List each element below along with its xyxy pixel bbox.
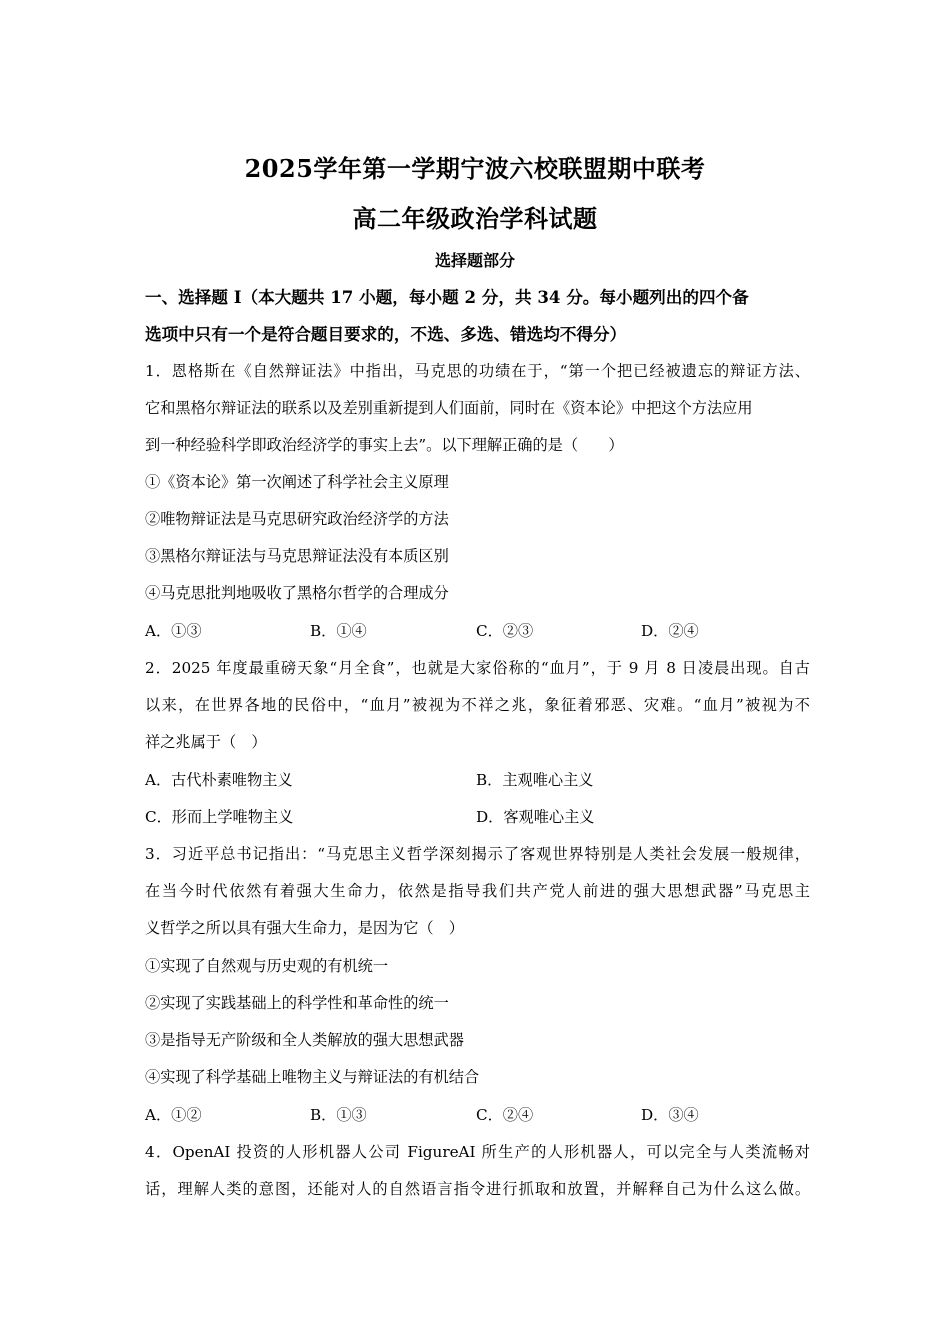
exam-title: 2025学年第一学期宁波六校联盟期中联考 xyxy=(244,154,706,183)
q1-stem-line3: 到一种经验科学即政治经济学的事实上去”。以下理解正确的是（ ） xyxy=(145,436,624,454)
part-title: 选择题部分 xyxy=(434,251,515,270)
q1-option-d: D．②④ xyxy=(641,622,699,640)
q3-statement-3: ③是指导无产阶级和全人类解放的强大思想武器 xyxy=(145,1031,464,1049)
section-instruction-line2: 选项中只有一个是符合题目要求的，不选、多选、错选均不得分） xyxy=(145,324,627,344)
q4-stem-line1: 4．OpenAI 投资的人形机器人公司 FigureAI 所生产的人形机器人，可以完全与人类流畅对 xyxy=(145,1143,810,1161)
q1-option-b: B．①④ xyxy=(310,622,367,640)
q1-statement-3: ③黑格尔辩证法与马克思辩证法没有本质区别 xyxy=(145,547,449,565)
q2-option-c: C．形而上学唯物主义 xyxy=(145,808,294,826)
q4-stem-line2: 话，理解人类的意图，还能对人的自然语言指令进行抓取和放置，并解释自己为什么这么做。 xyxy=(145,1180,810,1198)
q1-option-c: C．②③ xyxy=(476,622,534,640)
q1-statement-2: ②唯物辩证法是马克思研究政治经济学的方法 xyxy=(145,510,449,528)
q1-statement-4: ④马克思批判地吸收了黑格尔哲学的合理成分 xyxy=(145,584,449,602)
q2-stem-line1: 2．2025 年度最重磅天象“月全食”，也就是大家俗称的“血月”，于 9 月 8 日凌晨出现。自古 xyxy=(145,659,810,677)
section-instruction-line1: 一、选择题 I（本大题共 17 小题，每小题 2 分，共 34 分。每小题列出的四个备 xyxy=(145,287,749,307)
q3-option-a: A．①② xyxy=(145,1106,202,1124)
q3-statement-2: ②实现了实践基础上的科学性和革命性的统一 xyxy=(145,994,449,1012)
q3-statement-4: ④实现了科学基础上唯物主义与辩证法的有机结合 xyxy=(145,1068,480,1086)
exam-subject-title: 高二年级政治学科试题 xyxy=(352,204,598,233)
q1-stem-line1: 1．恩格斯在《自然辩证法》中指出，马克思的功绩在于，“第一个把已经被遗忘的辩证方法、 xyxy=(145,362,810,380)
q2-option-a: A．古代朴素唯物主义 xyxy=(145,771,293,789)
q3-statement-1: ①实现了自然观与历史观的有机统一 xyxy=(145,957,388,975)
q3-option-d: D．③④ xyxy=(641,1106,699,1124)
q2-option-d: D．客观唯心主义 xyxy=(476,808,595,826)
q1-stem-line2: 它和黑格尔辩证法的联系以及差别重新提到人们面前，同时在《资本论》中把这个方法应用 xyxy=(145,399,753,417)
q2-stem-line2: 以来，在世界各地的民俗中，“血月”被视为不祥之兆，象征着邪恶、灾难。“血月”被视为不 xyxy=(145,696,810,714)
q2-stem-line3: 祥之兆属于（ ） xyxy=(145,733,267,751)
q3-option-c: C．②④ xyxy=(476,1106,534,1124)
q3-stem-line3: 义哲学之所以具有强大生命力，是因为它（ ） xyxy=(145,919,464,937)
q1-statement-1: ①《资本论》第一次阐述了科学社会主义原理 xyxy=(145,473,449,491)
q2-option-b: B．主观唯心主义 xyxy=(476,771,594,789)
q3-stem-line2: 在当今时代依然有着强大生命力，依然是指导我们共产党人前进的强大思想武器”马克思主 xyxy=(145,882,810,900)
q3-stem-line1: 3．习近平总书记指出：“马克思主义哲学深刻揭示了客观世界特别是人类社会发展一般规律， xyxy=(145,845,810,863)
q1-option-a: A．①③ xyxy=(145,622,202,640)
q3-option-b: B．①③ xyxy=(310,1106,367,1124)
